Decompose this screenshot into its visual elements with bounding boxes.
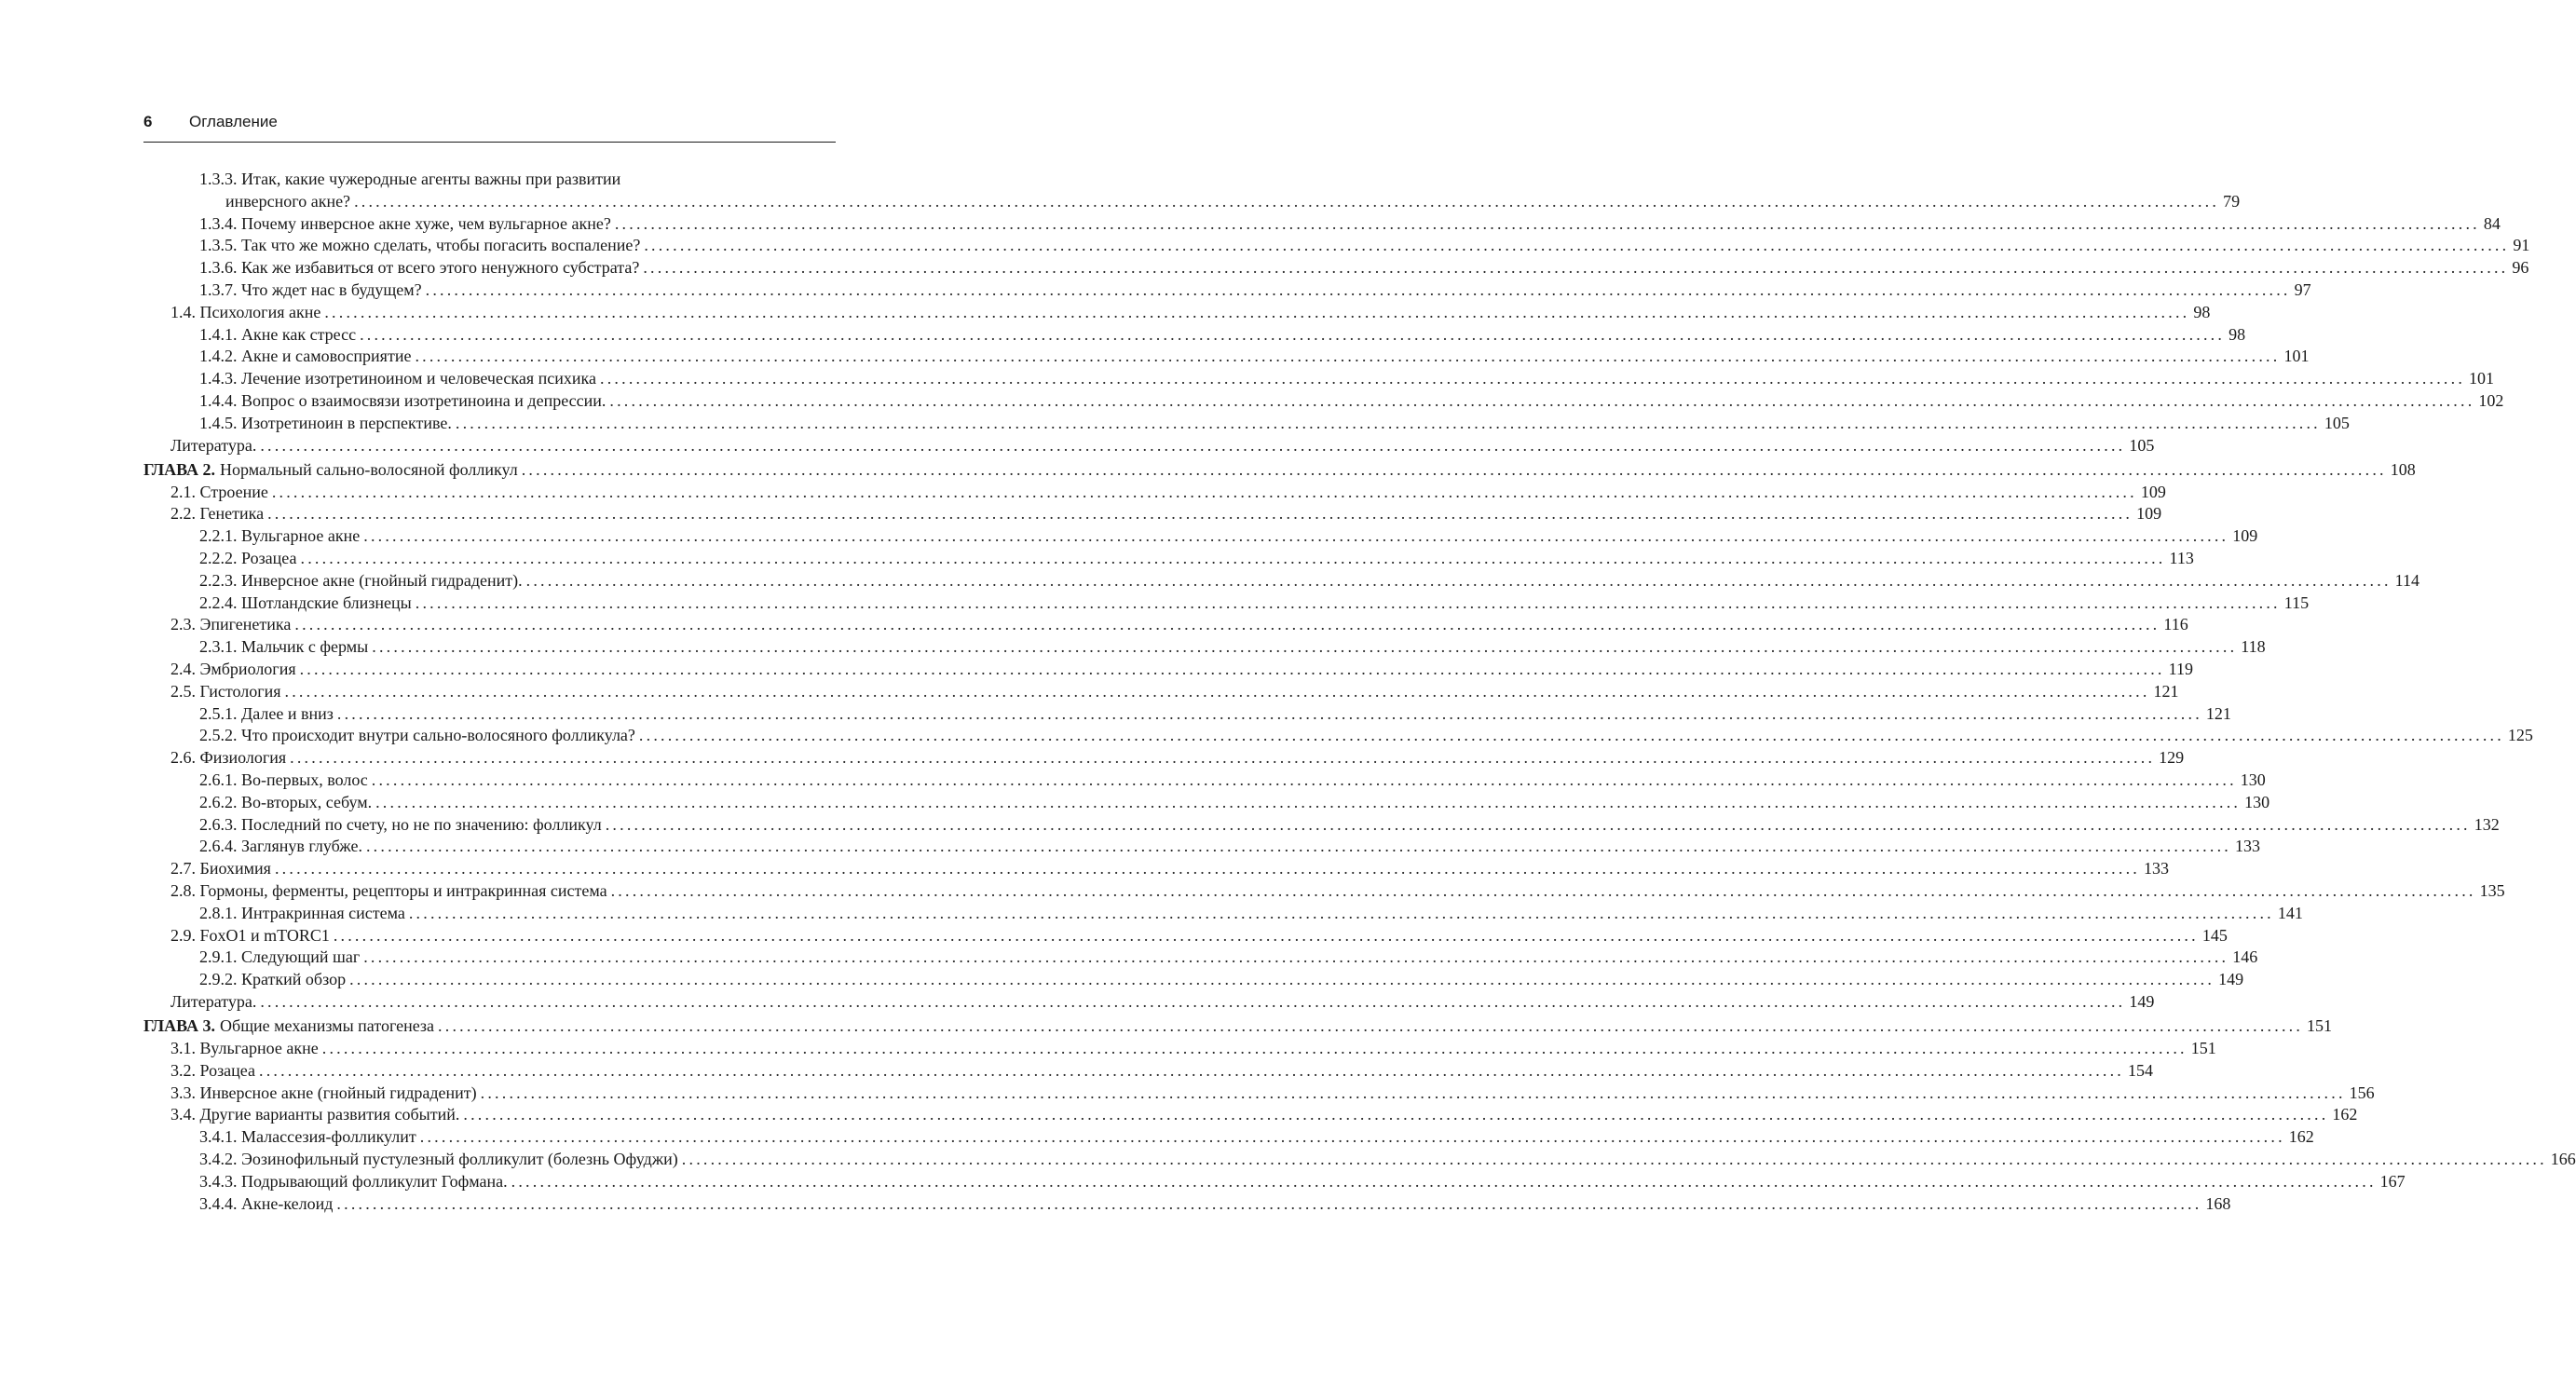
toc-dot-leader: ....................................................................................................................................................................................................................................................................: [610, 881, 2476, 900]
toc-entry-text: [199, 235, 640, 257]
toc-page-number: 97: [2294, 279, 2311, 299]
toc-entry-title: Нормальный сально-волосяной фолликул: [220, 459, 518, 479]
toc-entry: [143, 880, 2505, 903]
toc-entry-number: 2.6.1.: [199, 770, 238, 790]
toc-page-number: 105: [2324, 413, 2350, 432]
toc-entry-title: Что происходит внутри сально-волосяного фолликула?: [241, 726, 635, 745]
toc-entry: [143, 725, 2533, 747]
toc-entry-text: [199, 836, 362, 858]
toc-entry-title: Во-первых, волос: [241, 770, 368, 790]
page-number: 6: [143, 113, 153, 130]
toc-page-number: 151: [2190, 1039, 2216, 1058]
toc-entry: [143, 346, 2310, 368]
toc-entry-number: 2.6.4.: [199, 837, 238, 856]
toc-dot-leader: ....................................................................................................................................................................................................................................................................: [259, 1060, 2124, 1080]
toc-dot-leader: ....................................................................................................................................................................................................................................................................: [260, 991, 2126, 1011]
toc-entry: [143, 836, 2260, 858]
toc-entry: [143, 770, 2266, 792]
toc-entry-title: Во-вторых, себум.: [241, 792, 373, 811]
toc-chapter-entry: [143, 459, 2416, 482]
toc-chapter-entry: [143, 1015, 2333, 1038]
toc-entry-title: Литература.: [170, 435, 257, 455]
toc-entry: [143, 1038, 2216, 1060]
toc-page-number: 109: [2140, 482, 2166, 501]
toc-dot-leader: ....................................................................................................................................................................................................................................................................: [463, 1105, 2329, 1124]
toc-entry-text: [199, 814, 602, 837]
toc-page-number: 162: [2332, 1105, 2358, 1124]
toc-page-number: 125: [2507, 726, 2533, 745]
toc-page-number: 101: [2469, 369, 2495, 388]
toc-page-number: 133: [2234, 837, 2260, 856]
toc-entry-text: [170, 435, 256, 457]
toc-entry-title: Что ждет нас в будущем?: [241, 279, 422, 299]
toc-entry: [143, 747, 2185, 770]
toc-dot-leader: ....................................................................................................................................................................................................................................................................: [600, 369, 2466, 388]
toc-entry-title: Акне как стресс: [241, 324, 357, 344]
toc-dot-leader: ....................................................................................................................................................................................................................................................................: [511, 1171, 2377, 1191]
toc-dot-leader: ....................................................................................................................................................................................................................................................................: [372, 637, 2238, 657]
toc-entry-title: Инверсное акне (гнойный гидраденит).: [241, 570, 523, 590]
toc-entry-title: Акне и самовосприятие: [241, 347, 412, 366]
toc-entry-title: Следующий шаг: [241, 947, 361, 967]
toc-page-number: 141: [2277, 903, 2303, 922]
toc-entry-number: ГЛАВА 3.: [143, 1016, 216, 1036]
toc-entry-text: [199, 279, 422, 302]
toc-entry-text: [170, 747, 286, 770]
toc-entry-title: Акне-келоид: [241, 1193, 334, 1213]
toc-entry-title: Итак, какие чужеродные агенты важны при развитии: [241, 170, 621, 188]
toc-page-number: 149: [2129, 991, 2155, 1011]
toc-entry-text: [199, 792, 372, 814]
toc-page-number: 98: [2193, 302, 2211, 321]
toc-entry: [143, 1149, 2576, 1171]
toc-entry-number: 2.8.1.: [199, 903, 238, 922]
toc-dot-leader: ....................................................................................................................................................................................................................................................................: [408, 903, 2274, 922]
toc-entry-title: Как же избавиться от всего этого ненужного субстрата?: [241, 258, 640, 278]
toc-entry-number: 1.4.: [170, 302, 196, 321]
toc-dot-leader: ....................................................................................................................................................................................................................................................................: [363, 526, 2229, 546]
toc-dot-leader: ....................................................................................................................................................................................................................................................................: [365, 837, 2231, 856]
toc-dot-leader: ....................................................................................................................................................................................................................................................................: [349, 970, 2215, 989]
toc-page-number: 145: [2201, 925, 2228, 945]
toc-entry-number: 2.5.1.: [199, 703, 238, 723]
toc-page-number: 98: [2228, 324, 2246, 344]
toc-page-number: 167: [2379, 1171, 2406, 1191]
toc-entry-title: Интракринная система: [241, 903, 405, 922]
toc-entry-title: Розацеа: [241, 549, 297, 568]
toc-entry-title: Мальчик с фермы: [241, 637, 369, 657]
toc-entry-title: Генетика: [199, 504, 265, 524]
toc-entry-title: Инверсное акне (гнойный гидраденит): [199, 1083, 477, 1102]
toc-dot-leader: ....................................................................................................................................................................................................................................................................: [260, 435, 2126, 455]
toc-dot-leader: ....................................................................................................................................................................................................................................................................: [438, 1016, 2304, 1036]
toc-entry-title: Почему инверсное акне хуже, чем вульгарное акне?: [241, 213, 611, 233]
toc-dot-leader: ....................................................................................................................................................................................................................................................................: [480, 1083, 2346, 1102]
toc-entry-text: [199, 1126, 416, 1149]
toc-entry-number: 2.6.2.: [199, 792, 238, 811]
toc-entry: [143, 969, 2244, 991]
toc-entry-text: [199, 390, 606, 413]
toc-entry-number: 3.4.1.: [199, 1127, 238, 1147]
toc-entry: [143, 814, 2500, 837]
toc-entry-text: [170, 302, 320, 324]
toc-entry-number: 2.2.2.: [199, 549, 238, 568]
toc-entry-text: [199, 725, 635, 747]
toc-entry-title: Эпигенетика: [199, 615, 292, 634]
toc-entry-title: FoxO1 и mTORC1: [199, 925, 330, 945]
toc-page-number: 79: [2223, 191, 2241, 211]
toc-entry-title: Далее и вниз: [241, 703, 334, 723]
toc-entry-text: [170, 659, 296, 681]
toc-entry-text: [170, 1060, 255, 1083]
toc-entry-title: Изотретиноин в перспективе.: [241, 413, 452, 432]
toc-entry-number: 1.4.5.: [199, 413, 238, 432]
toc-entry: [143, 1083, 2375, 1105]
toc-entry-text: [170, 503, 264, 525]
toc-page-number: 154: [2128, 1060, 2153, 1080]
toc-page-number: 118: [2241, 637, 2266, 657]
toc-entry-number: 3.2.: [170, 1060, 196, 1080]
toc-dot-leader: ....................................................................................................................................................................................................................................................................: [375, 792, 2242, 811]
toc-page-number: 132: [2474, 814, 2500, 834]
toc-page-number: 130: [2240, 770, 2266, 790]
toc-entry: [143, 903, 2303, 925]
toc-page-number: 108: [2390, 459, 2416, 479]
toc-entry-text: [170, 1038, 319, 1060]
toc-page-number: 121: [2153, 681, 2179, 701]
toc-entry: [143, 413, 2350, 435]
toc-entry-number: 3.4.3.: [199, 1171, 238, 1191]
toc-entry-text: [170, 482, 268, 504]
toc-page-number: 109: [2232, 526, 2258, 546]
toc-entry: [143, 368, 2495, 390]
toc-dot-leader: ....................................................................................................................................................................................................................................................................: [643, 258, 2509, 278]
toc-dot-leader: ....................................................................................................................................................................................................................................................................: [455, 413, 2321, 432]
toc-entry-title: Заглянув глубже.: [241, 837, 362, 856]
toc-dot-leader: ....................................................................................................................................................................................................................................................................: [525, 570, 2392, 590]
toc-entry: [143, 858, 2169, 880]
toc-dot-leader: ....................................................................................................................................................................................................................................................................: [299, 660, 2165, 679]
toc-page-number: 133: [2143, 859, 2169, 879]
toc-entry-title: Физиология: [199, 748, 287, 768]
toc-entry-text: [170, 1104, 459, 1126]
toc-entry-title: Общие механизмы патогенеза: [220, 1016, 435, 1036]
toc-entry-number: 2.2.3.: [199, 570, 238, 590]
toc-entry-number: 1.4.2.: [199, 347, 238, 366]
toc-entry-number: 3.1.: [170, 1039, 196, 1058]
toc-entry-text: [199, 903, 405, 925]
toc-entry: [143, 482, 2166, 504]
toc-dot-leader: ....................................................................................................................................................................................................................................................................: [267, 504, 2133, 524]
toc-dot-leader: ....................................................................................................................................................................................................................................................................: [419, 1127, 2285, 1147]
toc-dot-leader: ....................................................................................................................................................................................................................................................................: [354, 191, 2220, 211]
toc-dot-leader: ....................................................................................................................................................................................................................................................................: [415, 347, 2281, 366]
toc-entry: [143, 279, 2311, 302]
toc-entry: [143, 324, 2246, 347]
toc-entry-title: Лечение изотретиноином и человеческая психика: [241, 369, 597, 388]
toc-dot-leader: ....................................................................................................................................................................................................................................................................: [300, 549, 2166, 568]
toc-entry-number: 3.4.2.: [199, 1150, 238, 1169]
toc-entry-text: [170, 614, 291, 636]
toc-entry-text: [199, 368, 596, 390]
toc-entry-number: 1.3.4.: [199, 213, 238, 233]
toc-entry-text: [199, 413, 452, 435]
toc-entry-title: Биохимия: [199, 859, 271, 879]
toc-entry: [143, 659, 2193, 681]
toc-dot-leader: ....................................................................................................................................................................................................................................................................: [336, 1193, 2202, 1213]
toc-entry: [143, 925, 2228, 947]
running-title: Оглавление: [189, 113, 278, 130]
toc-entry-text: [170, 925, 330, 947]
toc-entry: [143, 169, 836, 191]
toc-entry-text: [199, 257, 639, 279]
toc-dot-leader: ....................................................................................................................................................................................................................................................................: [333, 925, 2199, 945]
toc-entry-text: [199, 593, 412, 615]
toc-entry-number: 1.4.3.: [199, 369, 238, 388]
toc-entry: [143, 570, 2419, 593]
toc-entry: [143, 213, 2501, 236]
toc-entry-text: [170, 880, 607, 903]
toc-page-number: 121: [2205, 703, 2231, 723]
toc-entry-text: [199, 1193, 333, 1216]
toc-entry-title: Строение: [199, 482, 268, 501]
toc-entry-text: [199, 969, 346, 991]
toc-page-number: 96: [2512, 258, 2529, 278]
toc-entry-number: 2.6.3.: [199, 814, 238, 834]
toc-page-number: 91: [2513, 236, 2530, 255]
toc-dot-leader: ....................................................................................................................................................................................................................................................................: [274, 859, 2140, 879]
toc-page-number: 84: [2483, 213, 2501, 233]
toc-entry-number: 2.5.: [170, 681, 196, 701]
toc-entry-number: 2.3.: [170, 615, 196, 634]
toc-entry-number: 3.4.4.: [199, 1193, 238, 1213]
toc-entry: [143, 703, 2231, 726]
toc-entry-text: [170, 1083, 477, 1105]
toc-entry-title: Вульгарное акне: [241, 526, 361, 546]
toc-dot-leader: ....................................................................................................................................................................................................................................................................: [425, 279, 2291, 299]
toc-entry: [143, 1193, 2231, 1216]
toc-entry-text: [170, 681, 281, 703]
toc-page-number: 101: [2283, 347, 2310, 366]
toc-page-number: 116: [2163, 615, 2188, 634]
toc-page-number: 130: [2244, 792, 2270, 811]
toc-entry-title: Вопрос о взаимосвязи изотретиноина и депрессии.: [241, 390, 607, 410]
toc-entry-text: [199, 770, 368, 792]
toc-entry-text: [143, 1015, 434, 1038]
toc-entry-text: [170, 858, 271, 880]
toc-entry-number: 2.3.1.: [199, 637, 238, 657]
toc-entry-number: 1.3.3.: [199, 170, 238, 188]
toc-entry-number: 1.3.7.: [199, 279, 238, 299]
toc-dot-leader: ....................................................................................................................................................................................................................................................................: [609, 390, 2475, 410]
toc-entry-text: [199, 548, 297, 570]
toc-entry-text: [199, 570, 523, 593]
toc-dot-leader: ....................................................................................................................................................................................................................................................................: [271, 482, 2137, 501]
toc-entry: [143, 792, 2270, 814]
toc-dot-leader: ....................................................................................................................................................................................................................................................................: [324, 302, 2190, 321]
toc-page-number: 151: [2307, 1016, 2333, 1036]
toc-dot-leader: ....................................................................................................................................................................................................................................................................: [681, 1150, 2547, 1169]
toc-entry-number: ГЛАВА 2.: [143, 459, 216, 479]
toc-entry-number: 1.4.4.: [199, 390, 238, 410]
toc-entry-title: Шотландские близнецы: [241, 593, 412, 612]
toc-entry-title: Психология акне: [199, 302, 321, 321]
toc-dot-leader: ....................................................................................................................................................................................................................................................................: [321, 1039, 2188, 1058]
toc-entry: [143, 593, 2310, 615]
toc-dot-leader: ....................................................................................................................................................................................................................................................................: [336, 703, 2202, 723]
toc-entry-number: 1.4.1.: [199, 324, 238, 344]
toc-entry-number: 2.9.1.: [199, 947, 238, 967]
toc-entry: [143, 991, 2155, 1014]
toc-dot-leader: ....................................................................................................................................................................................................................................................................: [614, 213, 2480, 233]
toc-page-number: 135: [2479, 881, 2505, 900]
toc-page-number: 109: [2136, 504, 2162, 524]
toc-page-number: 119: [2168, 660, 2193, 679]
toc-entry-number: 2.2.1.: [199, 526, 238, 546]
toc-entry: [143, 235, 2530, 257]
toc-page-number: 156: [2349, 1083, 2375, 1102]
toc-entry-text: [199, 324, 356, 347]
toc-entry: [143, 257, 2529, 279]
toc-entry: [143, 1060, 2153, 1083]
toc-dot-leader: ....................................................................................................................................................................................................................................................................: [294, 615, 2160, 634]
toc-page-number: 129: [2159, 748, 2185, 768]
toc-dot-leader: ....................................................................................................................................................................................................................................................................: [638, 726, 2504, 745]
toc-entry-number: 2.1.: [170, 482, 196, 501]
toc-entry-text: [199, 1171, 508, 1193]
toc-entry-title: Эозинофильный пустулезный фолликулит (болезнь Офуджи): [241, 1150, 678, 1169]
toc-page-number: 166: [2550, 1150, 2576, 1169]
toc-dot-leader: ....................................................................................................................................................................................................................................................................: [360, 324, 2226, 344]
toc-entry-text: [143, 459, 518, 482]
toc-entry-text: [199, 346, 411, 368]
toc-entry-text: [199, 947, 360, 969]
toc-entry: [143, 1104, 2358, 1126]
toc-dot-leader: ....................................................................................................................................................................................................................................................................: [644, 236, 2510, 255]
toc-entry: [143, 614, 2188, 636]
toc-entry-title: Так что же можно сделать, чтобы погасить воспаление?: [241, 236, 641, 255]
toc-entry-number: 2.9.2.: [199, 970, 238, 989]
toc-entry-title: Литература.: [170, 991, 257, 1011]
toc-entry-text: [225, 191, 350, 213]
toc-entry: [143, 636, 2266, 659]
toc-dot-leader: ....................................................................................................................................................................................................................................................................: [371, 770, 2237, 790]
toc-page-number: 114: [2394, 570, 2419, 590]
toc-entry-title: Другие варианты развития событий.: [199, 1105, 460, 1124]
toc-entry: [143, 302, 2211, 324]
toc-dot-leader: ....................................................................................................................................................................................................................................................................: [290, 748, 2156, 768]
toc-entry-number: 2.4.: [170, 660, 196, 679]
toc-entry-number: 2.8.: [170, 881, 196, 900]
toc-entry: [143, 390, 2504, 413]
toc-entry-title: Последний по счету, но не по значению: фолликул: [241, 814, 602, 834]
toc-entry-title: Эмбриология: [199, 660, 296, 679]
toc-dot-leader: ....................................................................................................................................................................................................................................................................: [363, 947, 2229, 967]
toc-entry-title: Розацеа: [199, 1060, 255, 1080]
toc-entry-text: [199, 636, 368, 659]
toc-entry: [143, 1126, 2314, 1149]
toc-entry-title: Гистология: [199, 681, 281, 701]
toc-dot-leader: ....................................................................................................................................................................................................................................................................: [521, 459, 2387, 479]
toc-entry: [143, 191, 2241, 213]
toc-entry-number: 3.3.: [170, 1083, 196, 1102]
toc-entry: [143, 525, 2258, 548]
toc-entry-number: 2.2.: [170, 504, 196, 524]
toc-entry: [143, 1171, 2406, 1193]
toc-entry-number: 1.3.6.: [199, 258, 238, 278]
toc-entry-text: [199, 213, 611, 236]
toc-entry: [143, 503, 2162, 525]
toc-page-number: 102: [2478, 390, 2504, 410]
toc-entry-number: 2.9.: [170, 925, 196, 945]
table-of-contents: [143, 169, 2576, 1215]
toc-entry-title: Малассезия-фолликулит: [241, 1127, 416, 1147]
toc-entry-text: [199, 1149, 678, 1171]
toc-page-number: 168: [2205, 1193, 2231, 1213]
toc-page-number: 115: [2283, 593, 2310, 612]
toc-entry-number: 1.3.5.: [199, 236, 238, 255]
toc-entry-number: 2.2.4.: [199, 593, 238, 612]
toc-entry-text: [199, 525, 360, 548]
toc-entry-text: [199, 169, 620, 191]
toc-dot-leader: ....................................................................................................................................................................................................................................................................: [415, 593, 2281, 612]
toc-entry-title: Подрывающий фолликулит Гофмана.: [241, 1171, 508, 1191]
toc-entry-number: 3.4.: [170, 1105, 196, 1124]
toc-entry: [143, 548, 2194, 570]
toc-entry: [143, 435, 2155, 457]
toc-page-number: 113: [2169, 549, 2194, 568]
toc-page-number: 149: [2218, 970, 2244, 989]
toc-entry-text: [170, 991, 256, 1014]
toc-entry: [143, 681, 2179, 703]
toc-entry-title: Вульгарное акне: [199, 1039, 319, 1058]
toc-entry-number: 2.7.: [170, 859, 196, 879]
toc-entry-text: [199, 703, 334, 726]
toc-dot-leader: ....................................................................................................................................................................................................................................................................: [284, 681, 2150, 701]
toc-entry: [143, 947, 2258, 969]
toc-page-number: 162: [2288, 1127, 2314, 1147]
toc-entry-title: Гормоны, ферменты, рецепторы и интракринная система: [199, 881, 607, 900]
toc-dot-leader: ....................................................................................................................................................................................................................................................................: [605, 814, 2471, 834]
toc-entry-title: инверсного акне?: [225, 191, 351, 211]
toc-entry-title: Краткий обзор: [241, 970, 347, 989]
toc-page-number: 105: [2129, 435, 2155, 455]
toc-entry-number: 2.6.: [170, 748, 196, 768]
toc-page-number: 146: [2232, 947, 2258, 967]
toc-entry-number: 2.5.2.: [199, 726, 238, 745]
page-header: [143, 110, 836, 143]
